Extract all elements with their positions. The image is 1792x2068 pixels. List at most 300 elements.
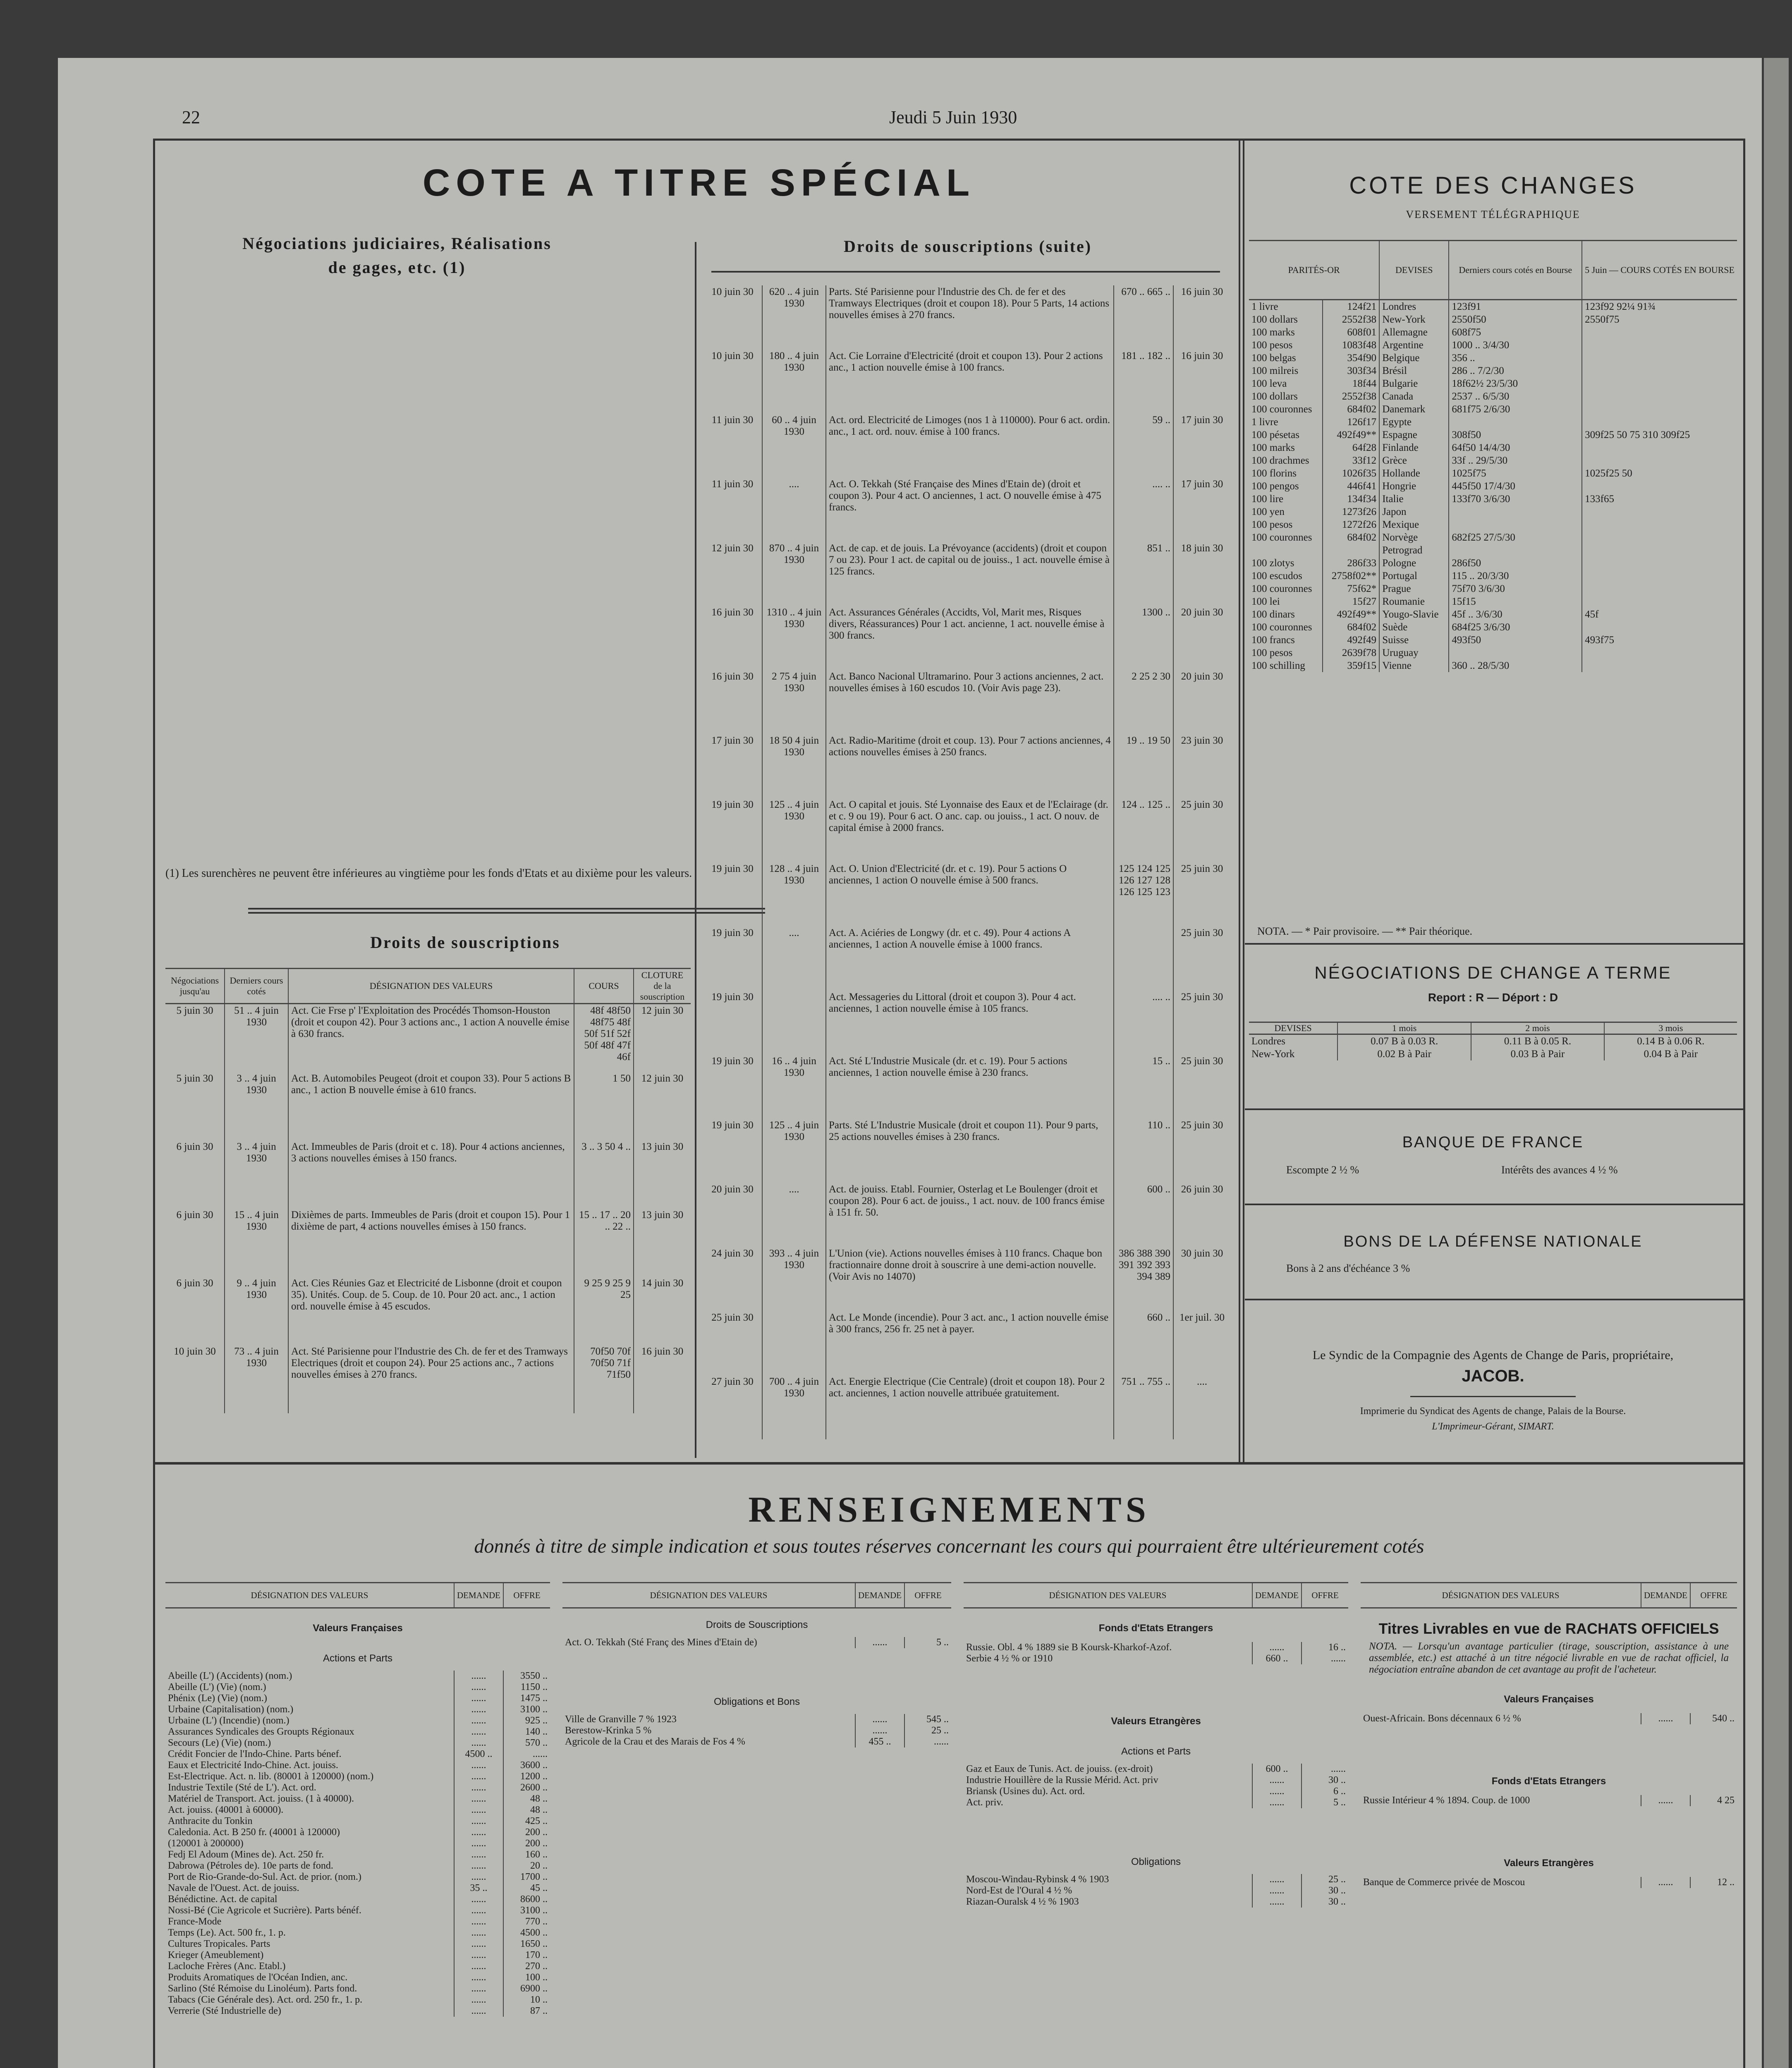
negociation-date: 16 juin 30 bbox=[711, 607, 754, 618]
dernier-cours: 493f50 bbox=[1449, 634, 1582, 646]
negociations-title: Négociations judiciaires, Réalisations de gages, etc. (1) bbox=[242, 234, 552, 277]
valeur-name: Sarlino (Sté Rémoise du Linoléum). Parts fond. bbox=[168, 1983, 357, 1994]
cloture: 20 juin 30 bbox=[1173, 670, 1230, 734]
unit: 100 yen bbox=[1251, 506, 1285, 517]
unit: 1 livre bbox=[1251, 301, 1278, 312]
demande: ...... bbox=[454, 1760, 503, 1771]
valeur-name: Urbaine (Capitalisation) (nom.) bbox=[168, 1704, 294, 1715]
cloture: 13 juin 30 bbox=[634, 1209, 691, 1277]
change-row bbox=[1249, 518, 1737, 531]
change-row bbox=[1249, 531, 1737, 544]
cours: 181 .. 182 .. bbox=[1114, 349, 1173, 414]
negociation-date: 24 juin 30 bbox=[711, 1248, 754, 1259]
offre: 1200 .. bbox=[503, 1771, 550, 1782]
designation: Act. Energie Electrique (Cie Centrale) (droit et coupon 18). Pour 2 act. anciennes, 1 action nouvelle attribuée gratuitement. bbox=[826, 1375, 1114, 1439]
col-header: OFFRE bbox=[904, 1583, 951, 1608]
negociation-date: 20 juin 30 bbox=[711, 1184, 754, 1195]
dernier-cours: 286f50 bbox=[1449, 557, 1582, 570]
offre: 200 .. bbox=[503, 1827, 550, 1838]
demande: 4500 .. bbox=[454, 1749, 503, 1760]
cloture: 16 juin 30 bbox=[1173, 285, 1230, 349]
terme-2-mois: 0.03 B à Pair bbox=[1471, 1048, 1604, 1060]
cours: 110 .. bbox=[1114, 1119, 1173, 1183]
cloture: 18 juin 30 bbox=[1173, 542, 1230, 606]
changes-title: COTE DES CHANGES bbox=[1349, 172, 1637, 199]
col-header: 5 Juin — COURS COTÉS EN BOURSE bbox=[1582, 241, 1737, 300]
parite-or: 1272f26 bbox=[1323, 518, 1379, 531]
offre: 87 .. bbox=[503, 2006, 550, 2017]
offre: 140 .. bbox=[503, 1726, 550, 1738]
col-header: CLOTURE de la souscription bbox=[634, 969, 691, 1004]
offre: 12 .. bbox=[1690, 1877, 1737, 1888]
valeur-name: Verrerie (Sté Industrielle de) bbox=[168, 2006, 281, 2016]
section-heading: Valeurs Françaises bbox=[313, 1623, 403, 1634]
change-row bbox=[1249, 416, 1737, 428]
unit: 100 couronnes bbox=[1251, 622, 1312, 633]
droits-table-left bbox=[165, 968, 691, 1413]
valeur-name: (120001 à 200000) bbox=[168, 1838, 244, 1849]
devise: Espagne bbox=[1379, 428, 1449, 441]
change-row bbox=[1249, 493, 1737, 505]
cloture: .... bbox=[1173, 1375, 1230, 1439]
unit: 100 dinars bbox=[1251, 609, 1295, 620]
valeur-name: Tabacs (Cie Générale des). Act. ord. 250 fr., 1. p. bbox=[168, 1994, 363, 2005]
unit: 100 couronnes bbox=[1251, 404, 1312, 415]
demande: ...... bbox=[454, 1950, 503, 1961]
devise: Hollande bbox=[1379, 467, 1449, 480]
col-header: DEVISES bbox=[1379, 241, 1449, 300]
negociation-date: 11 juin 30 bbox=[711, 414, 754, 426]
changes-nota: NOTA. — * Pair provisoire. — ** Pair théorique. bbox=[1257, 925, 1472, 937]
parite-or bbox=[1323, 544, 1379, 557]
droits-suite-title: Droits de souscriptions (suite) bbox=[843, 237, 1092, 256]
valeur-name: Act. jouiss. (40001 à 60000). bbox=[168, 1805, 284, 1815]
demande: ...... bbox=[454, 1972, 503, 1983]
rens-subtitle: donnés à titre de simple indication et sous toutes réserves concernant les cours qui pourraient être ultérieurement cotés bbox=[474, 1535, 1424, 1557]
demande: ...... bbox=[454, 1715, 503, 1726]
dernier-cours: 681f75 2/6/30 bbox=[1449, 403, 1582, 416]
parite-or: 684f02 bbox=[1323, 531, 1379, 544]
cours: 2 25 2 30 bbox=[1114, 670, 1173, 734]
parite-or: 1026f35 bbox=[1323, 467, 1379, 480]
dernier-cours: 308f50 bbox=[1449, 428, 1582, 441]
dernier-cours: .... bbox=[762, 926, 826, 991]
devise: Prague bbox=[1379, 582, 1449, 595]
unit: 100 dollars bbox=[1251, 391, 1298, 402]
col-header: 3 mois bbox=[1604, 1022, 1737, 1034]
parite-or: 492f49** bbox=[1323, 428, 1379, 441]
parite-or: 1273f26 bbox=[1323, 505, 1379, 518]
change-row bbox=[1249, 544, 1737, 557]
offre: 1475 .. bbox=[503, 1693, 550, 1704]
offre: 540 .. bbox=[1690, 1713, 1737, 1724]
unit: 100 schilling bbox=[1251, 660, 1305, 671]
unit: 1 livre bbox=[1251, 416, 1278, 428]
dernier-cours: 51 .. 4 juin 1930 bbox=[225, 1004, 288, 1072]
designation: Act. de jouiss. Etabl. Fournier, Osterlag et Le Boulenger (droit et coupon 28). Pour 6 act. de jouiss., 1 act. nouv. de 100 francs émise à 151 fr. 50. bbox=[826, 1183, 1114, 1247]
unit: 100 pésetas bbox=[1251, 429, 1299, 440]
devise: Egypte bbox=[1379, 416, 1449, 428]
unit: 100 couronnes bbox=[1251, 532, 1312, 543]
dernier-cours: 33f .. 29/5/30 bbox=[1449, 454, 1582, 467]
designation: Parts. Sté Parisienne pour l'Industrie des Ch. de fer et des Tramways Electriques (droit et coupon 18). Pour 5 Parts, 14 actions nouvelles émises à 270 francs. bbox=[826, 285, 1114, 349]
devise: Italie bbox=[1379, 493, 1449, 505]
demande: ...... bbox=[454, 1726, 503, 1738]
cours: 1 50 bbox=[574, 1072, 634, 1140]
droits-table-right bbox=[703, 285, 1230, 1439]
section-heading: Actions et Parts bbox=[323, 1653, 393, 1664]
section-heading: Obligations bbox=[1131, 1856, 1181, 1867]
unit: 100 escudos bbox=[1251, 570, 1302, 582]
unit: 100 florins bbox=[1251, 468, 1297, 479]
dernier-cours: .... bbox=[762, 478, 826, 542]
change-row bbox=[1249, 595, 1737, 608]
cours: 851 .. bbox=[1114, 542, 1173, 606]
cloture: 20 juin 30 bbox=[1173, 606, 1230, 670]
change-row bbox=[1249, 300, 1737, 314]
devise: Norvège bbox=[1379, 531, 1449, 544]
unit: 100 couronnes bbox=[1251, 583, 1312, 594]
demande: ...... bbox=[1252, 1797, 1302, 1808]
offre: 5 .. bbox=[1302, 1797, 1348, 1808]
rule bbox=[1245, 1204, 1745, 1205]
devise: Yougo-Slavie bbox=[1379, 608, 1449, 621]
demande: ...... bbox=[454, 2006, 503, 2017]
valeur-name: France-Mode bbox=[168, 1916, 222, 1927]
change-row bbox=[1249, 557, 1737, 570]
demande: ...... bbox=[454, 1682, 503, 1693]
negociation-date: 11 juin 30 bbox=[711, 479, 754, 490]
cloture: 16 juin 30 bbox=[634, 1345, 691, 1413]
rule bbox=[1410, 1396, 1576, 1397]
section-heading: Fonds d'Etats Etrangers bbox=[1098, 1623, 1213, 1634]
col-header: PARITÉS-OR bbox=[1249, 241, 1379, 300]
dernier-cours: 18 50 4 juin 1930 bbox=[762, 734, 826, 798]
col-header: OFFRE bbox=[1690, 1583, 1737, 1608]
cours-cotes bbox=[1582, 352, 1737, 364]
demande: ...... bbox=[855, 1637, 904, 1648]
dernier-cours: 684f25 3/6/30 bbox=[1449, 621, 1582, 634]
col-header: DEMANDE bbox=[454, 1583, 503, 1608]
valeur-name: Anthracite du Tonkin bbox=[168, 1816, 253, 1826]
dernier-cours: 356 .. bbox=[1449, 352, 1582, 364]
cloture: 17 juin 30 bbox=[1173, 478, 1230, 542]
parite-or: 64f28 bbox=[1323, 441, 1379, 454]
dernier-cours: 75f70 3/6/30 bbox=[1449, 582, 1582, 595]
cours-cotes bbox=[1582, 339, 1737, 352]
parite-or: 684f02 bbox=[1323, 403, 1379, 416]
cloture: 12 juin 30 bbox=[634, 1004, 691, 1072]
valeur-name: Gaz et Eaux de Tunis. Act. de jouiss. (ex-droit) bbox=[966, 1764, 1153, 1774]
offre: 25 .. bbox=[904, 1725, 951, 1736]
offre: ...... bbox=[1302, 1764, 1348, 1775]
valeur-name: Navale de l'Ouest. Act. de jouiss. bbox=[168, 1883, 299, 1893]
demande: ...... bbox=[454, 1905, 503, 1916]
offre: 30 .. bbox=[1302, 1885, 1348, 1896]
designation: Act. Sté Parisienne pour l'Industrie des Ch. de fer et des Tramways Electriques (droit et coupon 24). Pour 25 actions anc., 7 actions nouvelles émises à 270 francs. bbox=[288, 1345, 574, 1413]
cours-cotes: 133f65 bbox=[1582, 493, 1737, 505]
designation: Act. Cie Frse p' l'Exploitation des Procédés Thomson-Houston (droit et coupon 42). Pour 3 actions anc., 1 action A nouvelle émise à 630 francs. bbox=[288, 1004, 574, 1072]
change-row bbox=[1249, 428, 1737, 441]
cloture: 30 juin 30 bbox=[1173, 1247, 1230, 1311]
designation: Act. Cies Réunies Gaz et Electricité de Lisbonne (droit et coupon 35). Unités. Coup. de 5. Coup. de 10. Pour 20 act. anc., 1 action ord. nouvelle émise à 45 escudos. bbox=[288, 1277, 574, 1345]
cloture: 14 juin 30 bbox=[634, 1277, 691, 1345]
col-header: DEVISES bbox=[1249, 1022, 1337, 1034]
cours: 70f50 70f 70f50 71f 71f50 bbox=[574, 1345, 634, 1413]
rachats-nota: NOTA. — Lorsqu'un avantage particulier (tirage, souscription, assistance à une assemblée, etc.) est attaché à un titre négocié livrable en vue de rachat officiel, la négociation entraîne abandon de cet avantage au profit de l'acheteur. bbox=[1369, 1641, 1729, 1675]
negociation-date: 10 juin 30 bbox=[174, 1345, 216, 1357]
souscription-row bbox=[703, 1055, 1230, 1119]
cours: 15 .. bbox=[1114, 1055, 1173, 1119]
offre: ...... bbox=[1302, 1653, 1348, 1664]
demande: ...... bbox=[1252, 1786, 1302, 1797]
cours-cotes bbox=[1582, 518, 1737, 531]
cloture: 25 juin 30 bbox=[1173, 1055, 1230, 1119]
negociation-date: 17 juin 30 bbox=[711, 735, 754, 746]
demande: ...... bbox=[454, 1994, 503, 2006]
demande: ...... bbox=[454, 1849, 503, 1860]
terme-3-mois: 0.04 B à Pair bbox=[1604, 1048, 1737, 1060]
negociation-date: 19 juin 30 bbox=[711, 927, 754, 938]
change-row bbox=[1249, 339, 1737, 352]
offre: 545 .. bbox=[904, 1714, 951, 1725]
souscription-row bbox=[165, 1209, 691, 1277]
change-row bbox=[1249, 326, 1737, 339]
cours: 751 .. 755 .. bbox=[1114, 1375, 1173, 1439]
bons-title: BONS DE LA DÉFENSE NATIONALE bbox=[1343, 1233, 1643, 1250]
rens-table bbox=[165, 1582, 550, 2017]
spacer bbox=[964, 1808, 1348, 1845]
souscription-row bbox=[703, 285, 1230, 349]
devise: Argentine bbox=[1379, 339, 1449, 352]
change-row bbox=[1249, 377, 1737, 390]
col-header: DÉSIGNATION DES VALEURS bbox=[1361, 1583, 1641, 1608]
souscription-row bbox=[165, 1004, 691, 1072]
devise: Suisse bbox=[1379, 634, 1449, 646]
col-header: DÉSIGNATION DES VALEURS bbox=[562, 1583, 855, 1608]
demande: ...... bbox=[454, 1894, 503, 1905]
offre: 1650 .. bbox=[503, 1939, 550, 1950]
dernier-cours bbox=[1449, 544, 1582, 557]
designation: L'Union (vie). Actions nouvelles émises à 110 francs. Chaque bon fractionnaire donne droit à souscrire à une demi-action nouvelle. (Voir Avis no 14070) bbox=[826, 1247, 1114, 1311]
rens-table bbox=[562, 1582, 951, 1747]
cloture: 17 juin 30 bbox=[1173, 414, 1230, 478]
devise: Vienne bbox=[1379, 659, 1449, 672]
demande: ...... bbox=[1252, 1775, 1302, 1786]
offre: 4500 .. bbox=[503, 1927, 550, 1939]
parite-or: 303f34 bbox=[1323, 364, 1379, 377]
valeur-name: Phénix (Le) (Vie) (nom.) bbox=[168, 1693, 267, 1704]
cours: 59 .. bbox=[1114, 414, 1173, 478]
valeur-name: Cultures Tropicales. Parts bbox=[168, 1939, 270, 1949]
cours-cotes bbox=[1582, 544, 1737, 557]
negociation-date: 6 juin 30 bbox=[176, 1277, 213, 1289]
devise: Finlande bbox=[1379, 441, 1449, 454]
devise: Japon bbox=[1379, 505, 1449, 518]
negociation-date: 10 juin 30 bbox=[711, 286, 754, 297]
valeur-name: Urbaine (L') (Incendie) (nom.) bbox=[168, 1715, 289, 1726]
parite-or: 354f90 bbox=[1323, 352, 1379, 364]
unit: 100 dollars bbox=[1251, 314, 1298, 325]
unit: 100 pesos bbox=[1251, 647, 1293, 658]
changes-subtitle: VERSEMENT TÉLÉGRAPHIQUE bbox=[1406, 208, 1580, 220]
unit: 100 belgas bbox=[1251, 352, 1296, 364]
cours-cotes: 1025f25 50 bbox=[1582, 467, 1737, 480]
dernier-cours bbox=[762, 1311, 826, 1375]
dernier-cours: 123f91 bbox=[1449, 300, 1582, 314]
offre: 1700 .. bbox=[503, 1872, 550, 1883]
negociation-date: 5 juin 30 bbox=[176, 1072, 213, 1084]
offre: 425 .. bbox=[503, 1816, 550, 1827]
souscription-row bbox=[703, 1311, 1230, 1375]
valeur-name: Ville de Granville 7 % 1923 bbox=[565, 1714, 677, 1725]
cours-cotes bbox=[1582, 621, 1737, 634]
parite-or: 608f01 bbox=[1323, 326, 1379, 339]
cours-cotes bbox=[1582, 364, 1737, 377]
valeur-name: Moscou-Windau-Rybinsk 4 % 1903 bbox=[966, 1874, 1109, 1885]
demande: ...... bbox=[454, 1961, 503, 1972]
dernier-cours: 3 .. 4 juin 1930 bbox=[225, 1140, 288, 1209]
col-header: Derniers cours cotés bbox=[225, 969, 288, 1004]
demande: ...... bbox=[454, 1827, 503, 1838]
valeur-name: Riazan-Ouralsk 4 ½ % 1903 bbox=[966, 1896, 1079, 1907]
offre: 200 .. bbox=[503, 1838, 550, 1849]
dernier-cours: 64f50 14/4/30 bbox=[1449, 441, 1582, 454]
valeur-name: Agricole de la Crau et des Marais de Fos 4 % bbox=[565, 1736, 745, 1747]
cloture: 25 juin 30 bbox=[1173, 862, 1230, 926]
devise: Suède bbox=[1379, 621, 1449, 634]
dernier-cours bbox=[762, 991, 826, 1055]
valeur-name: Abeille (L') (Vie) (nom.) bbox=[168, 1682, 266, 1692]
dernier-cours: 2537 .. 6/5/30 bbox=[1449, 390, 1582, 403]
rule bbox=[1245, 1108, 1745, 1110]
valeur-name: Industrie Houillère de la Russie Mérid. Act. priv bbox=[966, 1775, 1158, 1786]
dernier-cours bbox=[1449, 416, 1582, 428]
souscription-row bbox=[165, 1140, 691, 1209]
change-row bbox=[1249, 505, 1737, 518]
dernier-cours: 608f75 bbox=[1449, 326, 1582, 339]
offre: 8600 .. bbox=[503, 1894, 550, 1905]
unit: 100 lei bbox=[1251, 596, 1280, 607]
cours-cotes: 2550f75 bbox=[1582, 313, 1737, 326]
souscription-row bbox=[703, 670, 1230, 734]
cloture: 25 juin 30 bbox=[1173, 1119, 1230, 1183]
cours: 48f 48f50 48f75 48f 50f 51f 52f 50f 48f 47f 46f bbox=[574, 1004, 634, 1072]
unit: 100 marks bbox=[1251, 327, 1295, 338]
demande: ...... bbox=[454, 1793, 503, 1805]
parite-or: 1083f48 bbox=[1323, 339, 1379, 352]
offre: 170 .. bbox=[503, 1950, 550, 1961]
col-header: DEMANDE bbox=[1252, 1583, 1302, 1608]
rens-title: RENSEIGNEMENTS bbox=[748, 1490, 1150, 1530]
col-header: Derniers cours cotés en Bourse bbox=[1449, 241, 1582, 300]
section-heading: Valeurs Etrangères bbox=[1111, 1716, 1201, 1727]
demande: ...... bbox=[855, 1714, 904, 1725]
valeur-name: Ouest-Africain. Bons décennaux 6 ½ % bbox=[1363, 1713, 1521, 1724]
cours-cotes bbox=[1582, 557, 1737, 570]
cours: .... .. bbox=[1114, 478, 1173, 542]
valeur-name: Act. priv. bbox=[966, 1797, 1003, 1808]
change-row bbox=[1249, 621, 1737, 634]
demande: ...... bbox=[454, 1693, 503, 1704]
dernier-cours: 393 .. 4 juin 1930 bbox=[762, 1247, 826, 1311]
dernier-cours: 1310 .. 4 juin 1930 bbox=[762, 606, 826, 670]
unit bbox=[1249, 544, 1323, 557]
negociation-date: 5 juin 30 bbox=[176, 1005, 213, 1016]
valeur-name: Nossi-Bé (Cie Agricole et Sucrière). Parts bénéf. bbox=[168, 1905, 361, 1916]
designation: Act. A. Aciéries de Longwy (dr. et c. 49). Pour 4 actions A anciennes, 1 action A nouvelle émise à 1000 francs. bbox=[826, 926, 1114, 991]
valeur-name: Port de Rio-Grande-do-Sul. Act. de prior. (nom.) bbox=[168, 1872, 361, 1882]
cours: 3 .. 3 50 4 .. bbox=[574, 1140, 634, 1209]
devise: Brésil bbox=[1379, 364, 1449, 377]
page-edge bbox=[1764, 58, 1789, 2068]
valeur-name: Banque de Commerce privée de Moscou bbox=[1363, 1877, 1525, 1888]
terme-title: NÉGOCIATIONS DE CHANGE A TERME bbox=[1314, 963, 1672, 982]
demande: 600 .. bbox=[1252, 1764, 1302, 1775]
demande: 35 .. bbox=[454, 1883, 503, 1894]
terme-2-mois: 0.11 B à 0.05 R. bbox=[1471, 1034, 1604, 1048]
designation: Act. B. Automobiles Peugeot (droit et coupon 33). Pour 5 actions B anc., 1 action B nouvelle émise à 610 francs. bbox=[288, 1072, 574, 1140]
offre: 48 .. bbox=[503, 1793, 550, 1805]
unit: 100 francs bbox=[1251, 634, 1295, 646]
section-heading: Actions et Parts bbox=[1121, 1746, 1191, 1757]
souscription-row bbox=[165, 1277, 691, 1345]
section-heading: Valeurs Françaises bbox=[1504, 1694, 1594, 1705]
valeur-name: Produits Aromatiques de l'Océan Indien, anc. bbox=[168, 1972, 348, 1983]
change-row bbox=[1249, 480, 1737, 493]
offre: 3100 .. bbox=[503, 1905, 550, 1916]
dernier-cours: 60 .. 4 juin 1930 bbox=[762, 414, 826, 478]
rachats-box bbox=[1361, 1608, 1737, 1680]
dernier-cours bbox=[1449, 646, 1582, 659]
parite-or: 684f02 bbox=[1323, 621, 1379, 634]
designation: Act. ord. Electricité de Limoges (nos 1 à 110000). Pour 6 act. ordin. anc., 1 act. ord. nouv. émise à 100 francs. bbox=[826, 414, 1114, 478]
parite-or: 359f15 bbox=[1323, 659, 1379, 672]
souscription-row bbox=[703, 798, 1230, 862]
souscription-row bbox=[703, 478, 1230, 542]
demande: ...... bbox=[454, 1704, 503, 1715]
cours-cotes bbox=[1582, 390, 1737, 403]
dernier-cours: 128 .. 4 juin 1930 bbox=[762, 862, 826, 926]
dernier-cours: 2550f50 bbox=[1449, 313, 1582, 326]
parite-or: 75f62* bbox=[1323, 582, 1379, 595]
negociations-footnote: (1) Les surenchères ne peuvent être inférieures au vingtième pour les fonds d'Etats et au dixième pour les valeurs. bbox=[165, 867, 692, 880]
dernier-cours: 286 .. 7/2/30 bbox=[1449, 364, 1582, 377]
devise: New-York bbox=[1251, 1048, 1295, 1060]
banque-escompte: Escompte 2 ½ % bbox=[1286, 1164, 1359, 1176]
demande: ...... bbox=[1252, 1874, 1302, 1885]
cloture: 12 juin 30 bbox=[634, 1072, 691, 1140]
designation: Act. Banco Nacional Ultramarino. Pour 3 actions anciennes, 2 act. nouvelles émises à 160 escudos 10. (Voir Avis page 23). bbox=[826, 670, 1114, 734]
negociation-date: 6 juin 30 bbox=[176, 1141, 213, 1152]
designation: Dixièmes de parts. Immeubles de Paris (droit et coupon 15). Pour 1 dixième de part, 4 actions nouvelles émises à 150 francs. bbox=[288, 1209, 574, 1277]
valeur-name: Briansk (Usines du). Act. ord. bbox=[966, 1786, 1085, 1797]
terme-subtitle: Report : R — Déport : D bbox=[1428, 991, 1558, 1004]
syndic-line3: L'Imprimeur-Gérant, SIMART. bbox=[1432, 1421, 1554, 1432]
col-header: 2 mois bbox=[1471, 1022, 1604, 1034]
syndic-name: JACOB. bbox=[1462, 1367, 1524, 1385]
dernier-cours: 16 .. 4 juin 1930 bbox=[762, 1055, 826, 1119]
col-header: COURS bbox=[574, 969, 634, 1004]
rule bbox=[248, 912, 765, 914]
demande: ...... bbox=[454, 1939, 503, 1950]
valeur-name: Crédit Foncier de l'Indo-Chine. Parts bénef. bbox=[168, 1749, 342, 1759]
change-row bbox=[1249, 634, 1737, 646]
dernier-cours: 445f50 17/4/30 bbox=[1449, 480, 1582, 493]
valeur-name: Russie Intérieur 4 % 1894. Coup. de 1000 bbox=[1363, 1795, 1530, 1806]
droits-title: Droits de souscriptions bbox=[370, 933, 560, 952]
souscription-row bbox=[703, 734, 1230, 798]
